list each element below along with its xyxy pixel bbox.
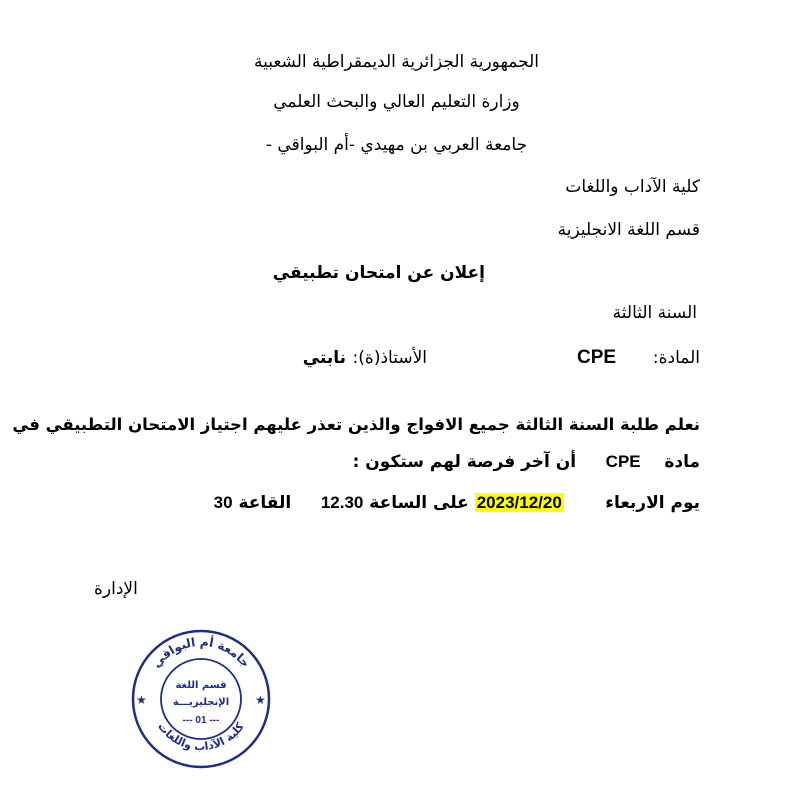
department-name: قسم اللغة الانجليزية: [557, 220, 700, 240]
schedule-room: 30: [213, 493, 233, 512]
header-ministry: وزارة التعليم العالي والبحث العلمي: [273, 92, 520, 112]
schedule-time-label: على الساعة: [369, 493, 469, 513]
body-line-2-suffix: أن آخر فرصة لهم ستكون :: [352, 452, 577, 472]
stamp-star-left: ★: [136, 693, 147, 707]
stamp-center-line-1: قسم اللغة: [175, 680, 227, 691]
schedule-line: [214, 492, 700, 514]
teacher-value: نابتي: [302, 348, 346, 368]
body-line-2-prefix: مادة: [664, 452, 700, 472]
signature-administration: الإدارة: [94, 579, 138, 599]
schedule-time: 12.30: [320, 493, 364, 512]
subject-label: المادة:: [652, 348, 700, 368]
header-university: جامعة العربي بن مهيدي -أم البواقي -: [265, 135, 528, 155]
body-line-2: [353, 451, 700, 473]
stamp-ring-bottom: كلية الآداب واللغات: [155, 720, 247, 754]
faculty-name: كلية الآداب واللغات: [565, 177, 700, 197]
teacher-label: الأستاذ(ة):: [352, 348, 427, 368]
department-stamp: [130, 628, 272, 770]
schedule-day: يوم الاربعاء: [605, 493, 700, 513]
schedule-room-label: القاعة: [238, 493, 292, 513]
schedule-date: 2023/12/20: [476, 493, 562, 512]
stamp-ring-top: جامعة أم البواقي: [149, 634, 253, 671]
stamp-number: --- 01 ---: [182, 715, 220, 726]
stamp-center-line-2: الإنجليزيـــة: [172, 697, 230, 708]
announcement-title: إعلان عن امتحان تطبيقي: [272, 263, 485, 283]
subject-value: CPE: [577, 347, 617, 368]
header-republic: الجمهورية الجزائرية الديمقراطية الشعبية: [253, 52, 540, 72]
body-line-1: نعلم طلبة السنة الثالثة جميع الافواج والذين تعذر عليهم اجتياز الامتحان التطبيقي في: [12, 415, 700, 434]
stamp-star-right: ★: [255, 693, 266, 707]
body-line-2-subject: CPE: [605, 452, 641, 471]
year-level: السنة الثالثة: [612, 303, 697, 323]
